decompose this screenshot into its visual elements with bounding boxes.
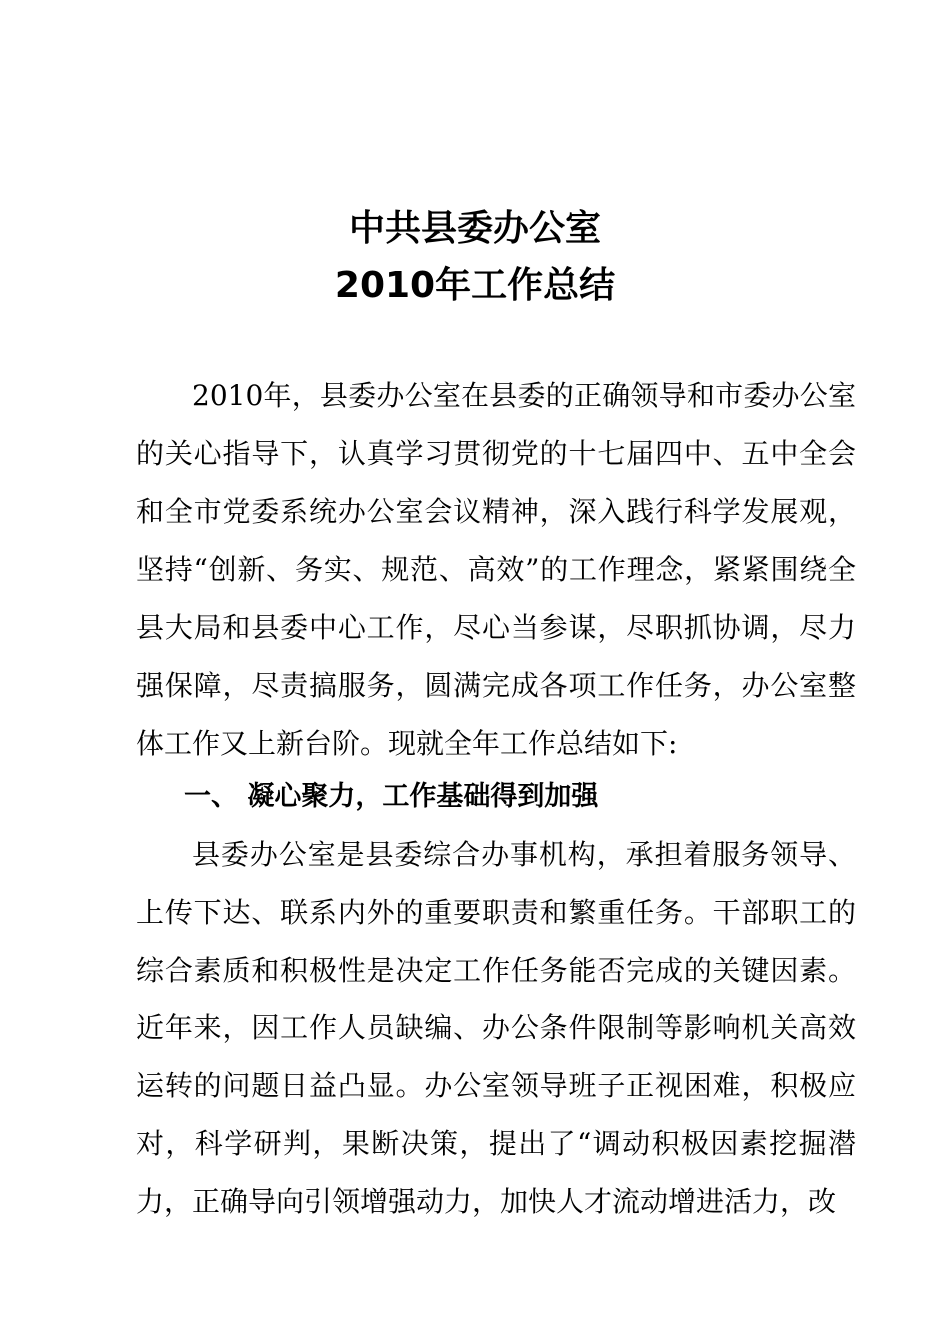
intro-paragraph: 2010年，县委办公室在县委的正确领导和市委办公室的关心指导下，认真学习贯彻党的十七届四中、五中全会和全市党委系统办公室会议精神，深入践行科学发展观，坚持“创新、务实、规范、高效”的工作理念，紧紧围绕全县大局和县委中心工作，尽心当参谋，尽职抓协调，尽力强保障，尽责搞服务，圆满完成各项工作任务，办公室整体工作又上新台阶。现就全年工作总结如下: <box>136 379 856 760</box>
document-title-line2: 2010年工作总结 <box>334 265 616 306</box>
document-title-line1: 中共县委办公室 <box>348 207 601 249</box>
section1-paragraph: 县委办公室是县委综合办事机构，承担着服务领导、上传下达、联系内外的重要职责和繁重任务。干部职工的综合素质和积极性是决定工作任务能否完成的关键因素。近年来，因工作人员缺编、办公条件限制等影响机关高效运转的问题日益凸显。办公室领导班子正视困难，积极应对，科学研判，果断决策，提出了“调动积极因素挖掘潜力，正确导向引领增强动力，加快人才流动增进活力，改 <box>136 838 856 1218</box>
section-heading-1: 一、 凝心聚力，工作基础得到加强 <box>184 781 599 812</box>
